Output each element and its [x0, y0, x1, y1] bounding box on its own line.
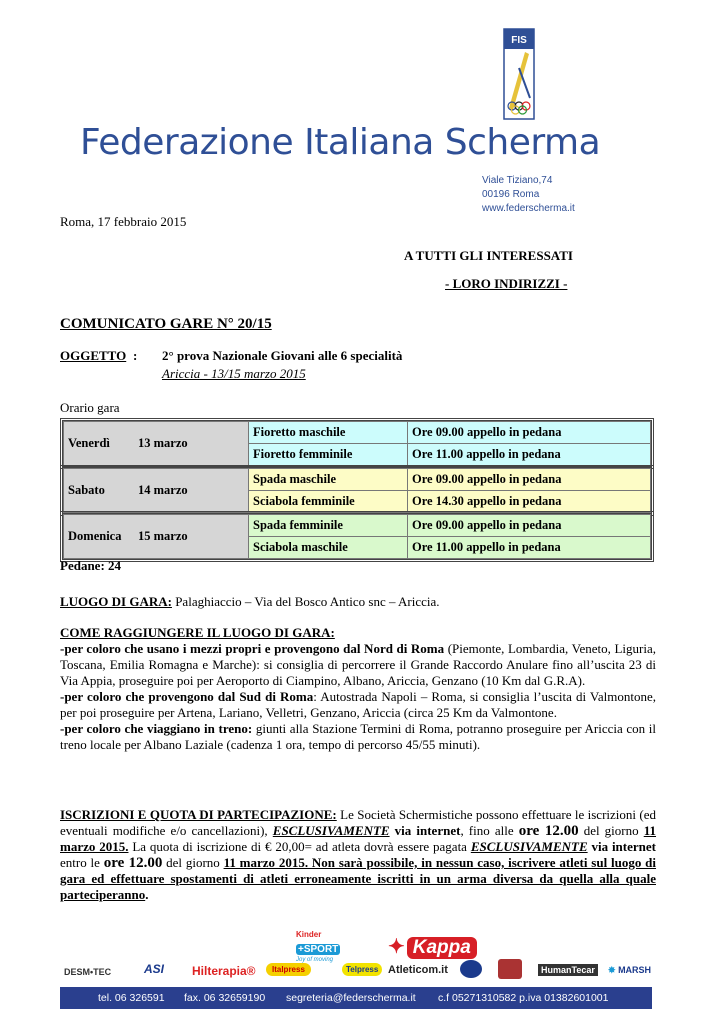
- subject-colon: :: [133, 348, 138, 363]
- marsh-logo: ✸ MARSH: [608, 965, 652, 975]
- sponsor-crest-icon: [498, 959, 522, 979]
- registration-section: ISCRIZIONI E QUOTA DI PARTECIPAZIONE: Le Società Schermistiche possono effettuare le iscrizioni (ed eventuali modifiche e/o cancellazioni), ESCLUSIVAMENTE via internet, fino alle ore 12.00 del giorno 11 marzo 2015. La quota di iscrizione di € 20,00= ad atleta dovrà essere pagata ESCLUSIVAMENTE via internet entro le ore 12.00 del giorno 11 marzo 2015. Non sarà possibile, in nessun caso, iscrivere atleti sul luogo di gara ed effettuare spostamenti di atleti erroneamente iscritti in un arma diversa da quella alla quale parteciperanno.: [60, 807, 657, 902]
- event-name: Sciabola femminile: [249, 491, 408, 513]
- logo-text: FIS: [511, 35, 527, 46]
- venue: [60, 594, 440, 610]
- website-link[interactable]: www.federscherma.it: [482, 203, 575, 214]
- day-name: Venerdì: [68, 436, 110, 450]
- address-line: Viale Tiziano,74: [482, 175, 553, 186]
- organization-name: Federazione Italiana Scherma: [80, 122, 601, 163]
- footer-phone: tel. 06 326591: [98, 992, 165, 1004]
- day-date: 14 marzo: [138, 483, 188, 497]
- event-time: Ore 09.00 appello in pedana: [408, 515, 651, 537]
- day-name: Sabato: [68, 483, 105, 497]
- italpress-logo: Italpress: [266, 963, 311, 976]
- event-name: Sciabola maschile: [249, 537, 408, 559]
- day-cell: [64, 422, 249, 466]
- humantecar-logo: HumanTecar: [538, 964, 598, 976]
- directions-heading: COME RAGGIUNGERE IL LUOGO DI GARA:: [60, 625, 335, 640]
- recipient-line-2: - LORO INDIRIZZI -: [445, 276, 568, 291]
- communique-title: COMUNICATO GARE N° 20/15: [60, 316, 272, 332]
- day-cell: [64, 515, 249, 559]
- address-line: 00196 Roma: [482, 189, 540, 200]
- hilterapia-logo: Hilterapia®: [192, 964, 256, 978]
- letter-date: Roma, 17 febbraio 2015: [60, 214, 187, 229]
- footer-email-link[interactable]: segreteria@federscherma.it: [286, 992, 416, 1004]
- day-name: Domenica: [68, 529, 122, 543]
- pedane-count: Pedane: 24: [60, 558, 122, 573]
- registration-heading: ISCRIZIONI E QUOTA DI PARTECIPAZIONE:: [60, 807, 337, 822]
- subject-location-date: Ariccia - 13/15 marzo 2015: [162, 366, 306, 381]
- day-date: 15 marzo: [138, 529, 188, 543]
- event-time: Ore 14.30 appello in pedana: [408, 491, 651, 513]
- directions-train: -per coloro che viaggiano in treno: giunti alla Stazione Termini di Roma, potranno proseguire per Ariccia con il treno locale per Albano Laziale (cadenza 1 ora, tempo di percorso 45/55 minuti).: [60, 721, 656, 752]
- desmotec-logo: DESM•TEC: [64, 967, 112, 977]
- sponsor-badge-icon: [460, 960, 482, 978]
- subject-label: OGGETTO: [60, 348, 127, 363]
- schedule-label: Orario gara: [60, 400, 120, 415]
- asi-logo: ASI: [144, 962, 165, 976]
- directions-north: -per coloro che usano i mezzi propri e provengono dal Nord di Roma (Piemonte, Lombardia, Veneto, Liguria, Toscana, Emilia Romagna e Marche): si consiglia di percorrere il Grande Raccordo Anulare fino all’uscita 23 di Via Appia, proseguire poi per Aeroporto di Ciampino, Albano, Ariccia, Genzano (10 Km dal G.R.A).: [60, 641, 656, 688]
- kinder-sport-logo: Kinder +SPORT Joy of moving: [296, 930, 339, 963]
- recipient-line-1: A TUTTI GLI INTERESSATI: [404, 248, 573, 263]
- organization-address: [482, 174, 575, 216]
- atleticom-logo: Atleticom.it: [388, 964, 448, 976]
- schedule-day-friday: [60, 418, 654, 469]
- day-date: 13 marzo: [138, 436, 188, 450]
- schedule-day-sunday: [60, 511, 654, 562]
- day-cell: [64, 469, 249, 513]
- event-name: Fioretto maschile: [249, 422, 408, 444]
- event-time: Ore 09.00 appello in pedana: [408, 422, 651, 444]
- venue-label: LUOGO DI GARA:: [60, 594, 172, 609]
- footer-bar: [60, 987, 652, 1009]
- event-time: Ore 09.00 appello in pedana: [408, 469, 651, 491]
- telpress-logo: Telpress: [342, 963, 382, 976]
- subject-text: 2° prova Nazionale Giovani alle 6 specialità: [162, 348, 403, 363]
- event-time: Ore 11.00 appello in pedana: [408, 537, 651, 559]
- event-name: Fioretto femminile: [249, 444, 408, 466]
- directions-section: [60, 625, 656, 753]
- fis-logo: [503, 28, 535, 120]
- event-name: Spada femminile: [249, 515, 408, 537]
- event-name: Spada maschile: [249, 469, 408, 491]
- directions-south: -per coloro che provengono dal Sud di Roma: Autostrada Napoli – Roma, si consiglia l’uscita di Valmontone, per poi proseguire per Artena, Lariano, Velletri, Genzano, Ariccia (circa 25 Km da Valmontone.: [60, 689, 656, 720]
- schedule-day-saturday: [60, 465, 654, 516]
- footer-fiscal-code: c.f 05271310582 p.iva 01382601001: [438, 992, 609, 1004]
- event-time: Ore 11.00 appello in pedana: [408, 444, 651, 466]
- venue-text: Palaghiaccio – Via del Bosco Antico snc – Ariccia.: [171, 594, 440, 609]
- kappa-logo: ✦ Kappa: [388, 934, 477, 962]
- footer-fax: fax. 06 32659190: [184, 992, 266, 1004]
